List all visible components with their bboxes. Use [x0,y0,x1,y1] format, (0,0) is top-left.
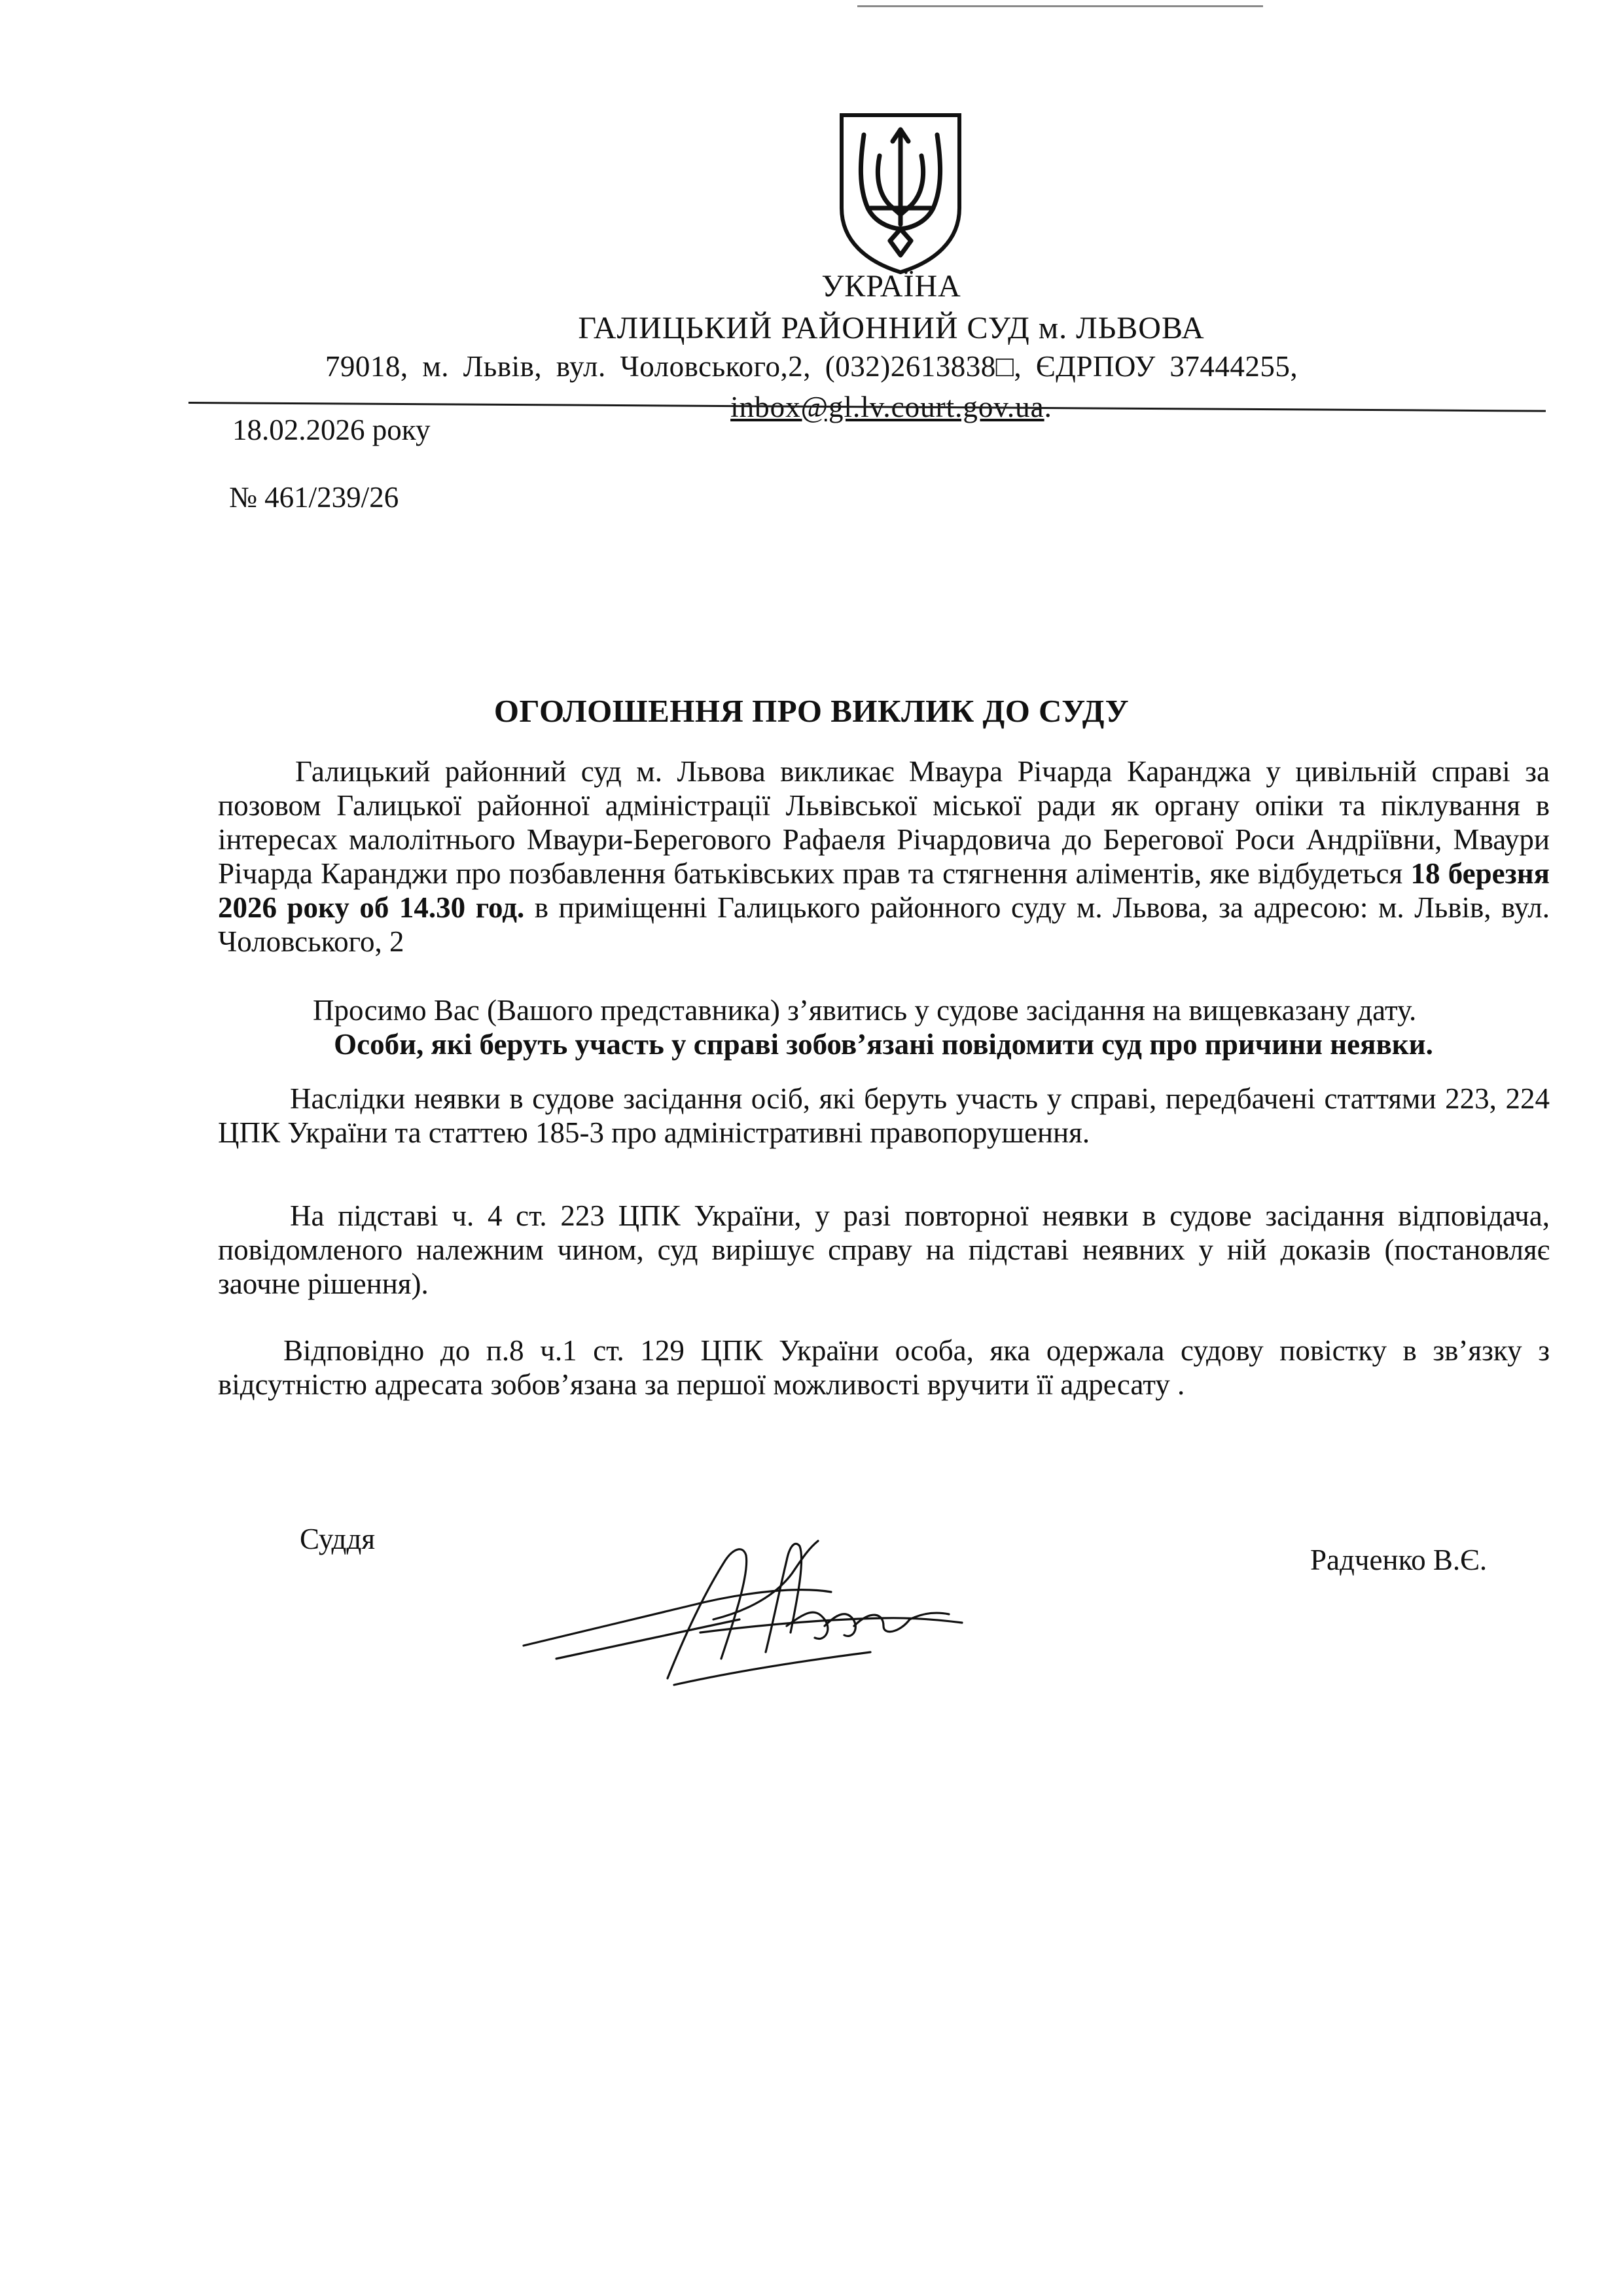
signature-label: Суддя [300,1523,376,1555]
paragraph-consequences: Наслідки неявки в судове засідання осіб, які беруть участь у справі, передбачені статтями 223, 224 ЦПК України та статтею 185-3 про адміністративні правопорушення. [218,1082,1550,1149]
hearing-datetime: 18 березня 2026 року об 14.30 год. [218,857,1550,924]
document-title: ОГОЛОШЕННЯ ПРО ВИКЛИК ДО СУДУ [493,693,1130,729]
handwritten-signature [517,1521,969,1698]
document-number: № 461/239/26 [229,481,399,514]
paragraph-summons-start: Галицький районний суд м. Львова викликає Мваура Річарда Каранджа у цивільній справі за позовом Галицької районної адміністрації Львівської міської ради як органу опіки та піклування в інтересах малолітнього Мваури-Берегового Рафаеля Річардовича до Берегової Роси Андріївни, Мваури Річарда Каранджи про позбавлення батьківських прав та стягнення аліментів, яке відбудеться [218,755,1550,890]
header-address: 79018, м. Львів, вул. Чоловського,2, (032)2613838□, ЄДРПОУ 37444255, [325,350,1298,383]
paragraph-delivery: Відповідно до п.8 ч.1 ст. 129 ЦПК України особа, яка одержала судову повістку в зв’язку з відсутністю адресата зобов’язана за першої можливості вручити її адресату . [218,1334,1550,1401]
paragraph-summons-end: в приміщенні Галицького районного суду м. Львова, за адресою: м. Львів, вул. Чоловського, 2 [218,891,1550,958]
header-country: УКРАЇНА [821,269,961,304]
paragraph-request: Просимо Вас (Вашого представника) з’явитись у судове засідання на вищевказану дату. [313,994,1417,1027]
paragraph-default-judgment: На підставі ч. 4 ст. 223 ЦПК України, у разі повторної неявки в судове засідання відповідача, повідомленого належним чином, суд вирішує справу на підставі неявних у ній доказів (постановляє заочне рішення). [218,1199,1550,1300]
scan-artifact-line [857,5,1263,7]
trident-coat-of-arms-icon [836,110,965,275]
document-date: 18.02.2026 року [232,414,431,446]
header-court-name: ГАЛИЦЬКИЙ РАЙОННИЙ СУД м. ЛЬВОВА [578,311,1205,345]
judge-name: Радченко В.Є. [1310,1544,1488,1576]
paragraph-summons [218,754,1550,959]
paragraph-obligation: Особи, які беруть участь у справі зобов’язані повідомити суд про причини неявки. [334,1028,1433,1061]
